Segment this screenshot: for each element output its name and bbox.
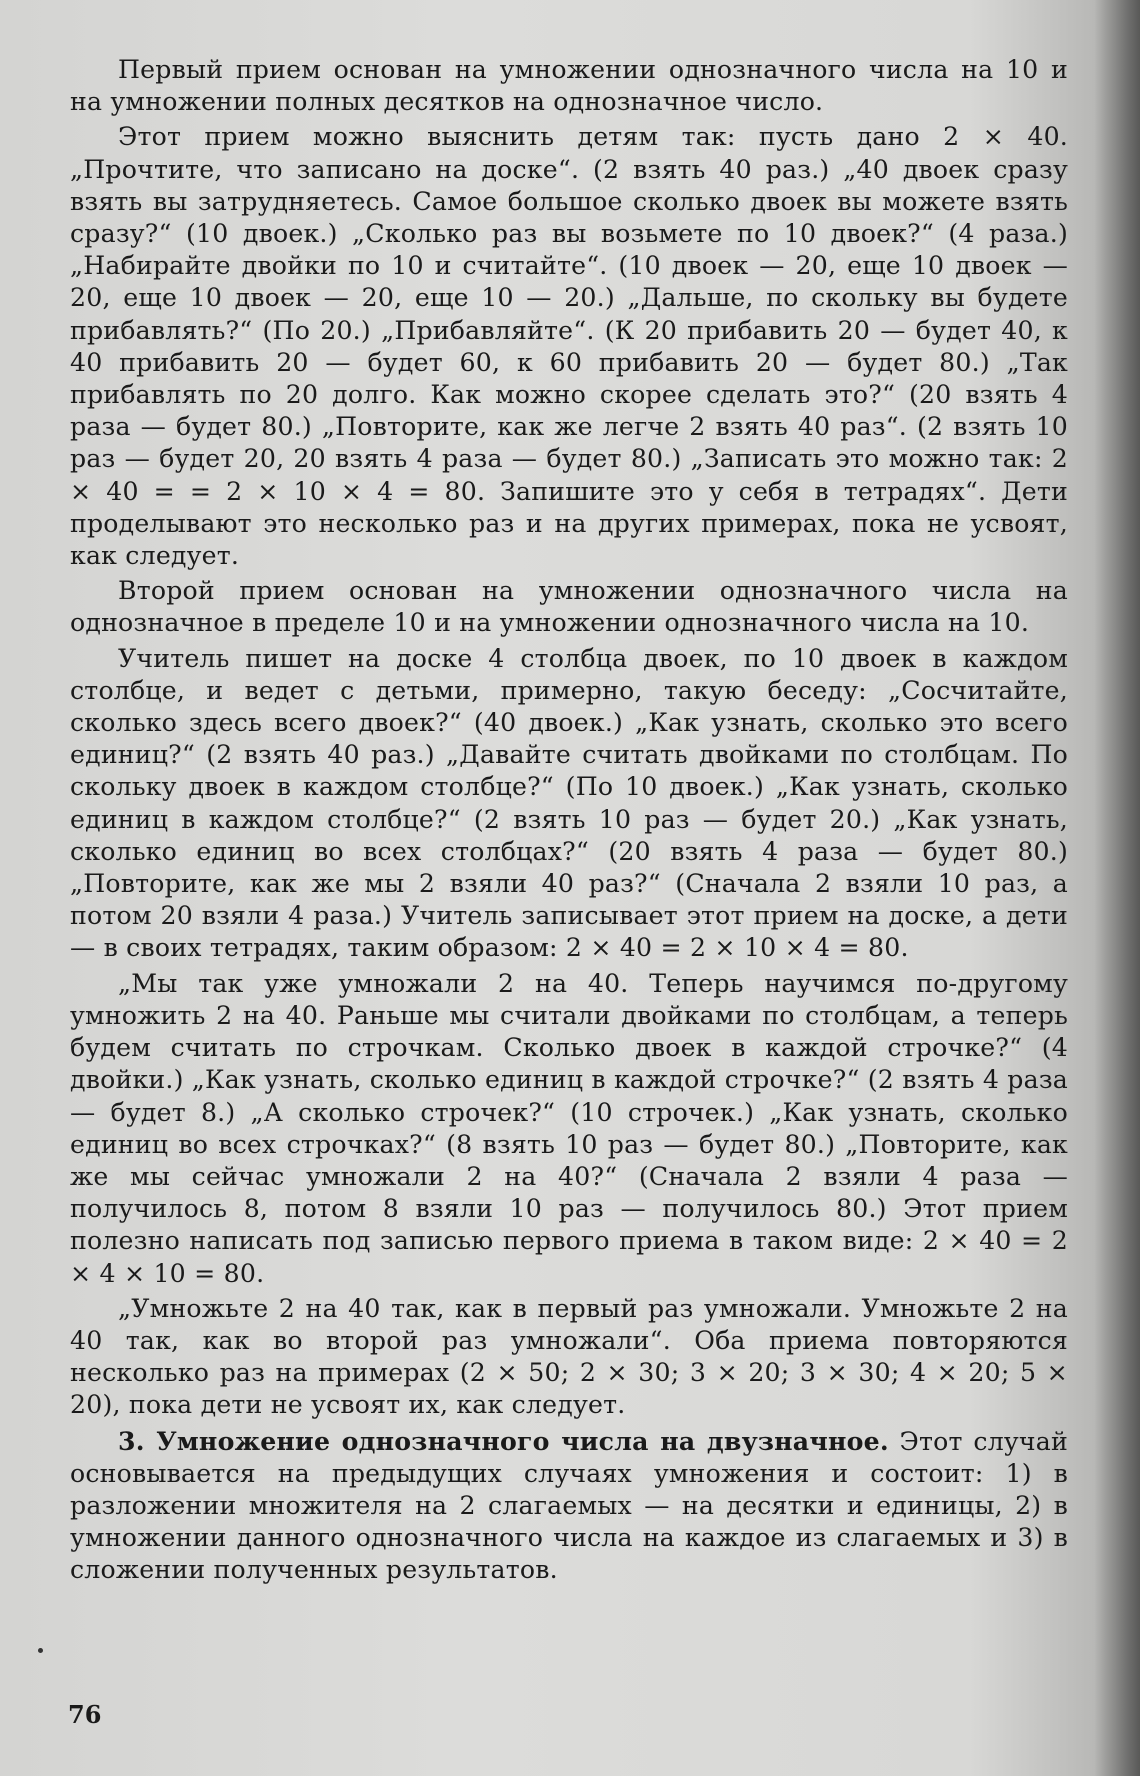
- spine-shadow: [1094, 0, 1140, 1776]
- page-text: [70, 54, 1068, 1590]
- paragraph-6: „Умножьте 2 на 40 так, как в первый раз умножали. Умножьте 2 на 40 так, как во второй раз умножали“. Оба приема повторяются несколько раз на примерах (2 × 50; 2 × 30; 3 × 20; 3 × 30; 4 × 20; 5 × 20), пока дети не усвоят их, как следует.: [70, 1293, 1068, 1420]
- paragraph-3: Второй прием основан на умножении однозначного числа на однозначное в пределе 10 и на умножении однозначного числа на 10.: [70, 576, 1068, 638]
- paragraph-4: Учитель пишет на доске 4 столбца двоек, по 10 двоек в каждом столбце, и ведет с детьми, примерно, такую беседу: „Сосчитайте, сколько здесь всего двоек?“ (40 двоек.) „Как узнать, сколько это всего единиц?“ (2 взять 40 раз.) „Давайте считать двойками по столбцам. По скольку двоек в каждом столбце?“ (По 10 двоек.) „Как узнать, сколько единиц в каждом столбце?“ (2 взять 10 раз — будет 20.) „Как узнать, сколько единиц во всех столбцах?“ (20 взять 4 раза — будет 80.) „Повторите, как же мы 2 взяли 40 раз?“ (Сначала 2 взяли 10 раз, а потом 20 взяли 4 раза.) Учитель записывает этот прием на доске, а дети — в своих тетрадях, таким образом: 2 × 40 = 2 × 10 × 4 = 80.: [70, 643, 1068, 963]
- paragraph-5: „Мы так уже умножали 2 на 40. Теперь научимся по-другому умножить 2 на 40. Раньше мы считали двойками по столбцам, а теперь будем считать по строчкам. Сколько двоек в каждой строчке?“ (4 двойки.) „Как узнать, сколько единиц в каждой строчке?“ (2 взять 4 раза — будет 8.) „А сколько строчек?“ (10 строчек.) „Как узнать, сколько единиц во всех строчках?“ (8 взять 10 раз — будет 80.) „Повторите, как же мы сейчас умножали 2 на 40?“ (Сначала 2 взяли 4 раза — получилось 8, потом 8 взяли 10 раз — получилось 80.) Этот прием полезно написать под записью первого приема в таком виде: 2 × 40 = 2 × 4 × 10 = 80.: [70, 968, 1069, 1288]
- section-body: Этот случай основывается на предыдущих случаях умножения и состоит: 1) в разложении множителя на 2 слагаемых — на десятки и единицы, 2) в умножении данного однозначного числа на каждое из слагаемых и 3) в сложении полученных результатов.: [70, 1426, 1068, 1585]
- section-paragraph: [70, 1425, 1068, 1587]
- print-speck: [38, 1648, 43, 1653]
- paragraph-2: Этот прием можно выяснить детям так: пусть дано 2 × 40. „Прочтите, что записано на доске“. (2 взять 40 раз.) „40 двоек сразу взять вы затрудняетесь. Самое большое сколько двоек вы можете взять сразу?“ (10 двоек.) „Сколько раз вы возьмете по 10 двоек?“ (4 раза.) „Набирайте двойки по 10 и считайте“. (10 двоек — 20, еще 10 двоек — 20, еще 10 двоек — 20, еще 10 — 20.) „Дальше, по скольку вы будете прибавлять?“ (По 20.) „Прибавляйте“. (К 20 прибавить 20 — будет 40, к 40 прибавить 20 — будет 60, к 60 прибавить 20 — будет 80.) „Так прибавлять по 20 долго. Как можно скорее сделать это?“ (20 взять 4 раза — будет 80.) „Повторите, как же легче 2 взять 40 раз“. (2 взять 10 раз — будет 20, 20 взять 4 раза — будет 80.) „Записать это можно так: 2 × 40 = = 2 × 10 × 4 = 80. Запишите это у себя в тетрадях“. Дети проделывают это несколько раз и на других примерах, пока не усвоят, как следует.: [70, 122, 1068, 571]
- paragraph-1: Первый прием основан на умножении однозначного числа на 10 и на умножении полных десятков на однозначное число.: [70, 55, 1068, 117]
- section-title: 3. Умножение однозначного числа на двузначное.: [118, 1425, 889, 1456]
- page-number: 76: [68, 1700, 102, 1729]
